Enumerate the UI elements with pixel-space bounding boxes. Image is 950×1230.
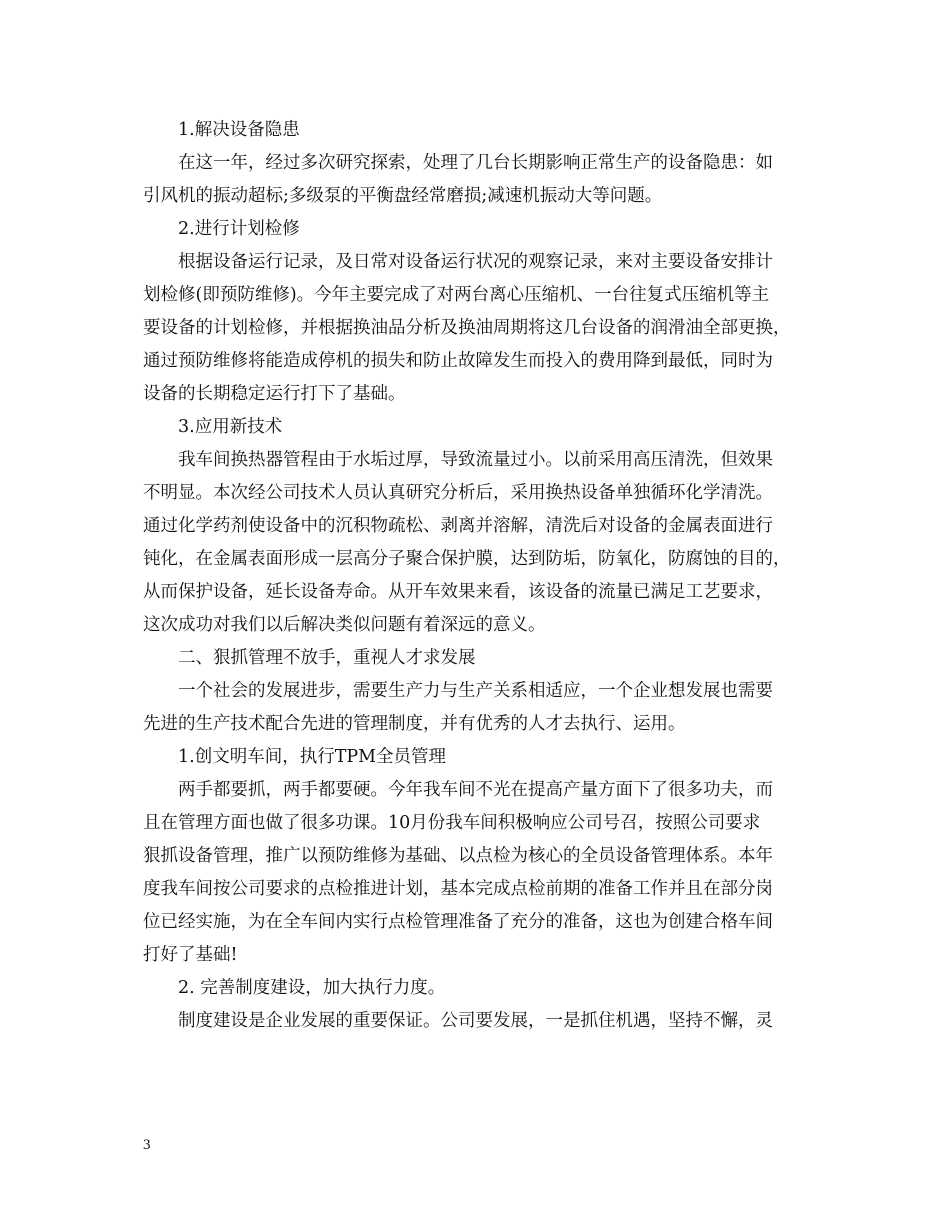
paragraph-line: 引风机的振动超标;多级泵的平衡盘经常磨损;减速机振动大等问题。 <box>143 186 663 206</box>
heading-2-planned-maintenance: 2.进行计划检修 <box>178 219 300 239</box>
heading-2-system-building: 2. 完善制度建设，加大执行力度。 <box>178 978 446 998</box>
paragraph-line: 通过化学药剂使设备中的沉积物疏松、剥离并溶解，清洗后对设备的金属表面进行 <box>143 516 773 536</box>
paragraph-line: 在这一年，经过多次研究探索，处理了几台长期影响正常生产的设备隐患：如 <box>178 153 773 173</box>
paragraph-line: 位已经实施，为在全车间内实行点检管理准备了充分的准备，这也为创建合格车间 <box>143 912 773 932</box>
paragraph-line: 设备的长期稳定运行打下了基础。 <box>143 384 406 404</box>
paragraph-line: 先进的生产技术配合先进的管理制度，并有优秀的人才去执行、运用。 <box>143 714 686 734</box>
heading-1-resolve-hazards: 1.解决设备隐患 <box>178 120 300 140</box>
paragraph-line: 制度建设是企业发展的重要保证。公司要发展，一是抓住机遇，坚持不懈，灵 <box>178 1011 773 1031</box>
paragraph-line: 不明显。本次经公司技术人员认真研究分析后，采用换热设备单独循环化学清洗。 <box>143 483 773 503</box>
page-number: 3 <box>143 1137 151 1153</box>
paragraph-line: 根据设备运行记录，及日常对设备运行状况的观察记录，来对主要设备安排计 <box>178 252 773 272</box>
paragraph-line: 要设备的计划检修，并根据换油品分析及换油周期将这几台设备的润滑油全部更换， <box>143 318 791 338</box>
paragraph-line: 这次成功对我们以后解决类似问题有着深远的意义。 <box>143 615 546 635</box>
paragraph-line: 狠抓设备管理，推广以预防维修为基础、以点检为核心的全员设备管理体系。本年 <box>143 846 773 866</box>
heading-3-new-technology: 3.应用新技术 <box>178 417 283 437</box>
heading-1-tpm-management: 1.创文明车间，执行TPM全员管理 <box>178 747 447 767</box>
body-text <box>143 114 815 1038</box>
paragraph-line: 度我车间按公司要求的点检推进计划，基本完成点检前期的准备工作并且在部分岗 <box>143 879 773 899</box>
paragraph-line: 划检修(即预防维修)。今年主要完成了对两台离心压缩机、一台往复式压缩机等主 <box>143 285 770 305</box>
paragraph-line: 通过预防维修将能造成停机的损失和防止故障发生而投入的费用降到最低，同时为 <box>143 351 773 371</box>
document-body <box>143 114 815 1038</box>
section-heading-management: 二、狠抓管理不放手，重视人才求发展 <box>178 648 476 668</box>
paragraph-line: 且在管理方面也做了很多功课。10月份我车间积极响应公司号召，按照公司要求 <box>143 813 761 833</box>
paragraph-line: 从而保护设备，延长设备寿命。从开车效果来看，该设备的流量已满足工艺要求， <box>143 582 773 602</box>
paragraph-line: 我车间换热器管程由于水垢过厚，导致流量过小。以前采用高压清洗，但效果 <box>178 450 773 470</box>
paragraph-line: 一个社会的发展进步，需要生产力与生产关系相适应，一个企业想发展也需要 <box>178 681 773 701</box>
paragraph-line: 两手都要抓，两手都要硬。今年我车间不光在提高产量方面下了很多功夫，而 <box>178 780 773 800</box>
paragraph-line: 钝化，在金属表面形成一层高分子聚合保护膜，达到防垢，防氧化，防腐蚀的目的， <box>143 549 791 569</box>
paragraph-line: 打好了基础! <box>143 945 238 965</box>
